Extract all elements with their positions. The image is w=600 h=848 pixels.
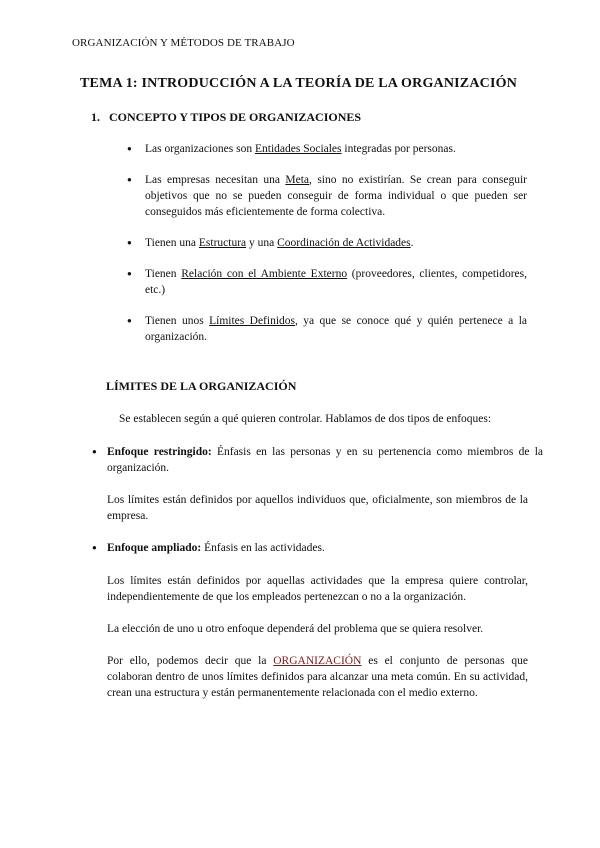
definition-text: Por ello, podemos decir que la [107, 655, 274, 667]
list-item [127, 172, 527, 220]
section-heading-limits: LÍMITES DE LA ORGANIZACIÓN [106, 379, 297, 393]
page-title: TEMA 1: INTRODUCCIÓN A LA TEORÍA DE LA ORGANIZACIÓN [80, 76, 518, 91]
limits-intro: Se establecen según a qué quieren controlar. Hablamos de dos tipos de enfoques: [119, 413, 492, 425]
restricted-approach [92, 444, 543, 476]
list-item [127, 266, 527, 298]
list-item [127, 235, 527, 251]
bullet-dot: ● [92, 543, 97, 552]
underlined-term: Límites Definidos [209, 315, 295, 327]
bullet-text: Las organizaciones son [145, 143, 255, 155]
underlined-term: Relación con el Ambiente Externo [181, 268, 348, 280]
underlined-term: Estructura [198, 237, 247, 249]
extended-label: Enfoque ampliado: [107, 542, 202, 554]
bullet-text: Tienen [145, 268, 182, 280]
bullet-dot: ● [92, 447, 97, 456]
extended-text: Énfasis en las actividades. [201, 542, 325, 554]
organization-definition [107, 653, 528, 701]
running-header: ORGANIZACIÓN Y MÉTODOS DE TRABAJO [72, 37, 295, 49]
bullet-text: , sino no existirían. Se crean para conseguir objetivos que no se pueden conseguir de forma individual o que pueden ser conseguidos más eficientemente de forma colectiva. [145, 174, 527, 218]
bullet-text: y una [246, 237, 278, 249]
list-item [127, 141, 527, 157]
extended-detail: Los límites están definidos por aquellas actividades que la empresa quiere controlar, independientemente de que los empleados pertenezcan o no a la organización. [107, 575, 528, 603]
underlined-term: Entidades Sociales [254, 143, 342, 155]
bullet-text: Tienen unos [145, 315, 210, 327]
section-heading-concept [91, 110, 361, 125]
section-heading-text: CONCEPTO Y TIPOS DE ORGANIZACIONES [109, 110, 362, 124]
underlined-term: Coordinación de Actividades [277, 237, 411, 249]
bullet-text: integradas por personas. [341, 143, 456, 155]
approach-choice: La elección de uno u otro enfoque dependerá del problema que se quiera resolver. [107, 623, 484, 635]
bullet-text: Las empresas necesitan una [145, 174, 286, 186]
concept-bullet-list [127, 141, 527, 360]
section-number: 1. [91, 110, 100, 124]
restricted-text: Énfasis en las personas y en su pertenencia como miembros de la organización. [107, 446, 543, 474]
bullet-text: Tienen una [145, 237, 199, 249]
bullet-text: . [410, 237, 414, 249]
definition-text: es el conjunto de personas que colaboran dentro de unos límites definidos para alcanzar una meta común. En su actividad, crean una estructura y están permanentemente relacionada con el medio externo. [107, 655, 528, 699]
underlined-term: Meta [285, 174, 310, 186]
extended-approach [92, 540, 543, 556]
restricted-label: Enfoque restringido: [107, 446, 212, 458]
list-item [127, 313, 527, 345]
bullet-text: , ya que se conoce qué y quién pertenece a la organización. [145, 315, 527, 343]
restricted-detail: Los límites están definidos por aquellos individuos que, oficialmente, son miembros de la empresa. [107, 494, 528, 522]
organization-term: ORGANIZACIÓN [273, 655, 362, 667]
bullet-text: (proveedores, clientes, competidores, etc.) [145, 268, 527, 296]
